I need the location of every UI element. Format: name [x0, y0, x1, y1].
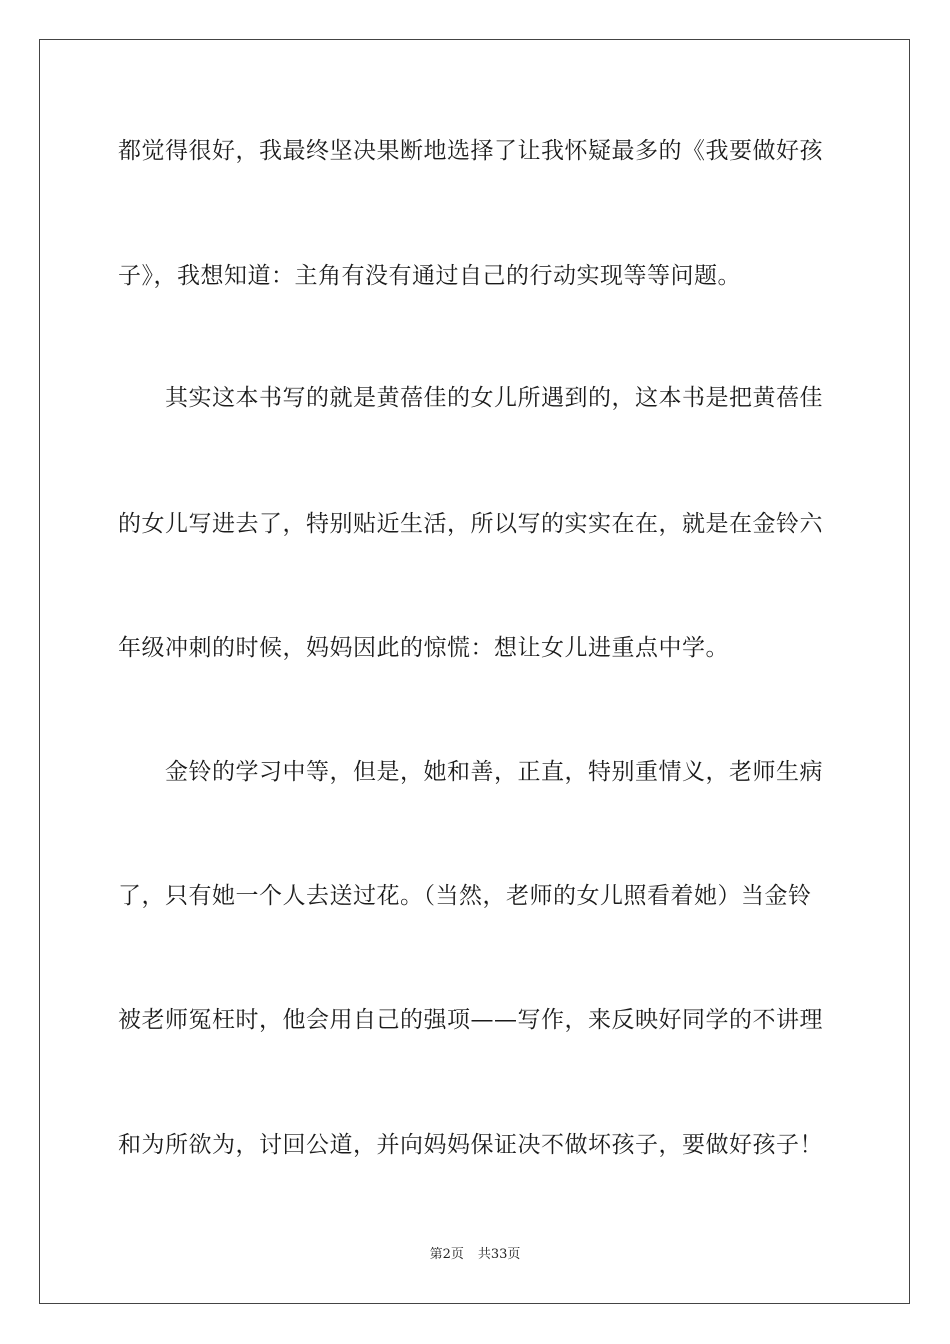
text-line-2: 子》，我想知道：主角有没有通过自己的行动实现等等问题。 [118, 263, 741, 289]
text-line-3: 其实这本书写的就是黄蓓佳的女儿所遇到的，这本书是把黄蓓佳 [165, 385, 823, 411]
text-line-9: 和为所欲为，讨回公道，并向妈妈保证决不做坏孩子，要做好孩子！ [118, 1132, 823, 1158]
text-line-6: 金铃的学习中等，但是，她和善，正直，特别重情义，老师生病 [165, 759, 823, 785]
page-border [39, 39, 910, 1304]
text-line-8: 被老师冤枉时，他会用自己的强项——写作，来反映好同学的不讲理 [118, 1007, 823, 1033]
text-line-4: 的女儿写进去了，特别贴近生活，所以写的实实在在，就是在金铃六 [118, 511, 823, 537]
page-number: 第2页 [429, 1247, 464, 1262]
text-line-5: 年级冲刺的时候，妈妈因此的惊慌：想让女儿进重点中学。 [118, 635, 729, 661]
text-line-1: 都觉得很好，我最终坚决果断地选择了让我怀疑最多的《我要做好孩 [118, 138, 823, 164]
page-footer [0, 1246, 950, 1264]
text-line-7: 了，只有她一个人去送过花。（当然，老师的女儿照看着她）当金铃 [118, 883, 812, 909]
total-pages: 共33页 [477, 1247, 521, 1262]
